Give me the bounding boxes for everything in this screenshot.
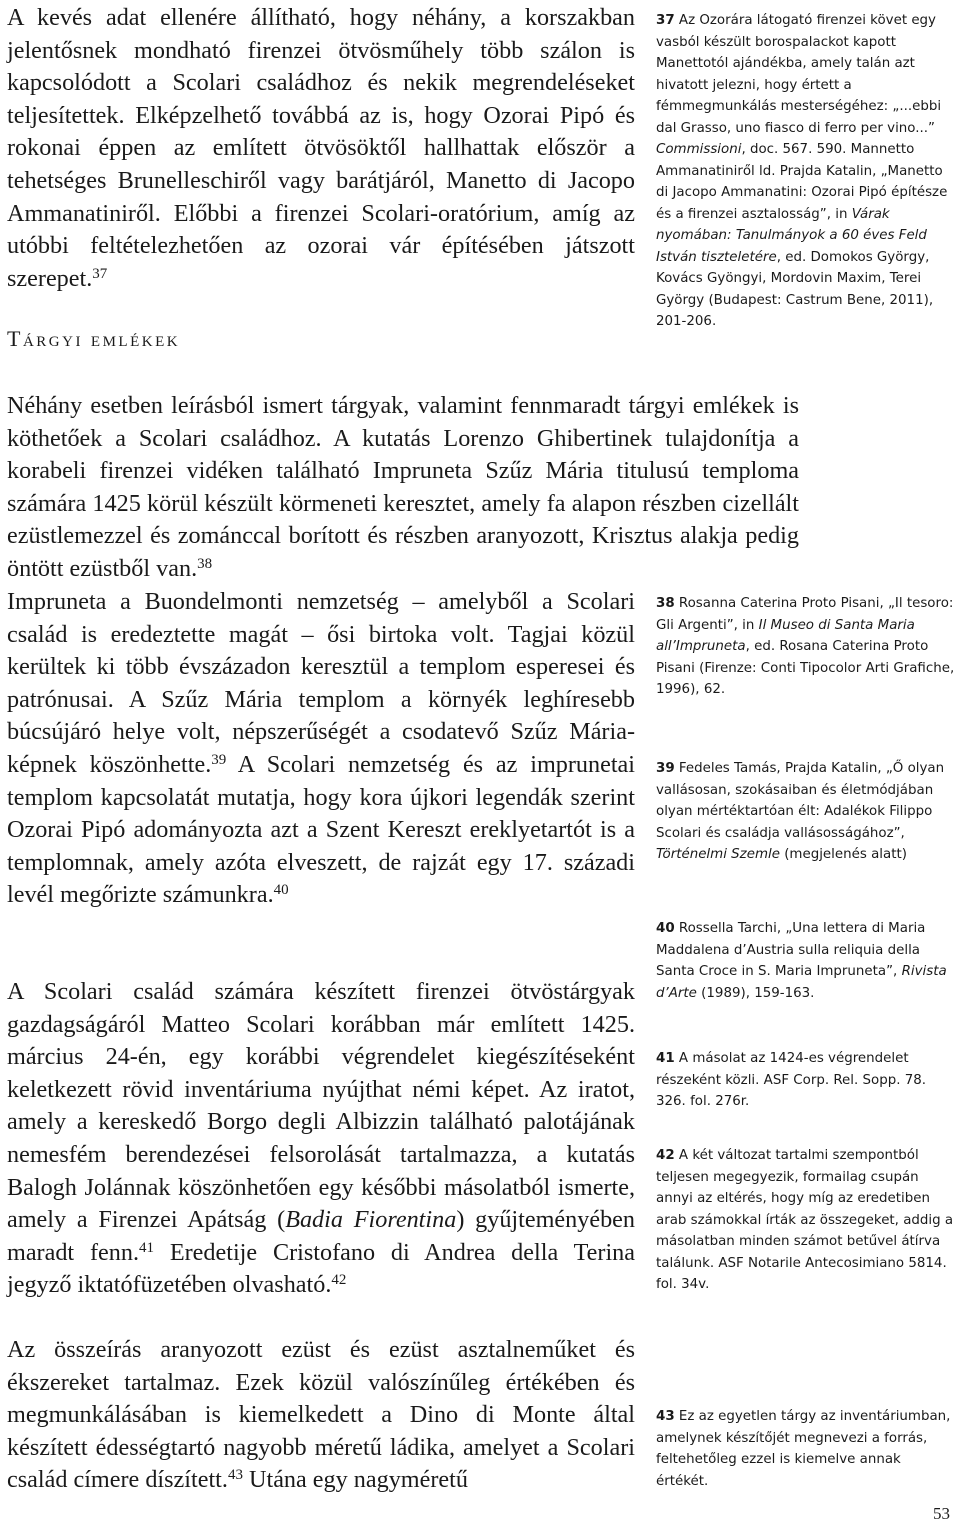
paragraph-text: Utána egy nagyméretű xyxy=(249,1466,468,1494)
paragraph-text: Eredetije Cristofano di Andrea della Terina jegyző iktatófüzetében olvasható. xyxy=(7,1238,635,1299)
footnote-ref-43[interactable]: 43 xyxy=(227,1467,243,1484)
note-text: Rosanna Caterina Proto Pisani, „Il tesoro: Gli Argenti”, in xyxy=(656,596,954,633)
footnote-ref-38[interactable]: 38 xyxy=(197,555,213,572)
note-text: (megjelenés alatt) xyxy=(779,847,907,862)
note-text: Rossella Tarchi, „Una lettera di Maria Maddalena d’Austria sulla reliquia della Santa Croce in S. Maria Impruneta”, xyxy=(656,921,926,979)
note-italic: Commissioni xyxy=(656,142,742,157)
sidenote-43 xyxy=(656,1406,956,1492)
note-number: 40 xyxy=(656,921,675,936)
footnote-ref-37[interactable]: 37 xyxy=(92,265,108,282)
note-text: (1989), 159-163. xyxy=(696,985,815,1001)
note-number: 39 xyxy=(656,761,675,776)
sidenote-37 xyxy=(656,10,956,333)
note-text: Ez az egyetlen tárgy az inventáriumban, amelynek készítőjét megnevezi a forrás, feltehetőleg ezzel is kiemelve annak értékét. xyxy=(656,1409,951,1489)
footnote-ref-40[interactable]: 40 xyxy=(273,882,289,899)
section-heading: Tárgyi emlékek xyxy=(7,326,181,351)
body-paragraph-3 xyxy=(7,976,635,1302)
note-italic: Il Museo di Santa Maria all’Impruneta xyxy=(656,617,915,654)
note-text: A két változat tartalmi szempontból teljesen megegyezik, formailag csupán annyi az eltérés, hogy míg az eredetiben arab számokkal írták az összegeket, addig a másolatban minden számot betűvel átírva találunk. ASF Notarile Antecosimiano 5814. fol. 34v. xyxy=(656,1148,954,1292)
paragraph-text: Az összeírás aranyozott ezüst és ezüst asztalneműket és ékszereket tartalmaz. Ezek közül valószínűleg értékében és megmunkálásában is kiemelkedett a Dino di Monte által készített édességtartó nagyobb méretű ládika, amelyet a Scolari család címere díszített. xyxy=(7,1336,635,1494)
note-italic: Történelmi Szemle xyxy=(656,847,780,862)
italic-title: Badia Fiorentina xyxy=(285,1206,457,1234)
footnote-ref-42[interactable]: 42 xyxy=(331,1272,347,1289)
sidenote-41 xyxy=(656,1048,956,1113)
note-italic: Rivista d’Arte xyxy=(656,964,947,1001)
paragraph-text: Impruneta a Buondelmonti nemzetség – amelyből a Scolari család is eredeztette magát – ősi birtoka volt. Tagjai közül kerültek ki több évszázadon keresztül a templom esperesei és patrónusai. A Szűz Mária templom a környék leghíresebb búcsújáró helye volt, népszerűségét a csodatevő Szűz Mária-képnek köszönhette. xyxy=(7,588,635,778)
note-number: 43 xyxy=(656,1409,675,1424)
note-number: 37 xyxy=(656,13,675,28)
body-paragraph-1 xyxy=(7,2,635,295)
paragraph-text: ) gyűjteményében maradt fenn. xyxy=(7,1206,635,1266)
page-number: 53 xyxy=(933,1504,950,1523)
paragraph-text: Néhány esetben leírásból ismert tárgyak, valamint fennmaradt tárgyi emlékek is köthetőek a Scolari családhoz. A kutatás Lorenzo Ghibertinek tulajdonítja a korabeli firenzei vidéken található Impruneta Szűz Mária titulusú temploma számára 1425 körül készült körmeneti keresztet, amely fa alapon részben cizellált ezüstlemezzel és zománccal borított és részben aranyozott, Krisztus alakja pedig öntött ezüstből van. xyxy=(7,392,799,582)
sidenote-39 xyxy=(656,758,956,866)
sidenote-40 xyxy=(656,918,956,1004)
note-number: 41 xyxy=(656,1051,675,1066)
note-text: , doc. 567. 590. Mannetto Ammanatiniről ld. Prajda Katalin, „Manetto di Jacopo Ammanatini: Ozorai Pipó építésze és a firenzei asztalosság”, in xyxy=(656,142,948,222)
footnote-ref-41[interactable]: 41 xyxy=(139,1239,154,1256)
note-text: A másolat az 1424-es végrendelet részeként közli. ASF Corp. Rel. Sopp. 78. 326. fol. 276r. xyxy=(656,1051,927,1109)
note-text: , ed. Rosana Caterina Proto Pisani (Firenze: Conti Tipocolor Arti Grafiche, 1996), 62. xyxy=(656,639,955,697)
note-text: Fedeles Tamás, Prajda Katalin, „Ő olyan vallásosan, szokásaiban és életmódjában olyan mértéktartóan élt: Adalékok Filippo Scolari és családja vallásosságához”, xyxy=(656,761,945,841)
paragraph-text: A Scolari nemzetség és az imprunetai templom kapcsolatát mutatja, hogy kora újkori legendák szerint Ozorai Pipó adományozta azt a Szent Kereszt ereklyetartót is a templomnak, amely azóta elveszett, de rajzát egy 17. századi levél megőrizte számunkra. xyxy=(7,750,636,909)
note-number: 42 xyxy=(656,1148,675,1163)
paragraph-text: A kevés adat ellenére állítható, hogy néhány, a korszakban jelentősnek mondható firenzei ötvösműhely több szálon is kapcsolódott a Scolari családhoz és nekik megrendeléseket teljesítettek. Elképzelhető továbbá az is, hogy Ozorai Pipó és rokonai éppen az említett ötvösöktől hallhattak először a tehetséges Brunelleschiről vagy barátjáról, Manetto di Jacopo Ammanatiniről. Előbbi a firenzei Scolari-oratórium, amíg az utóbbi feltételezhetően az ozorai vár építésében játszott szerepet. xyxy=(7,4,635,292)
note-text: Az Ozorára látogató firenzei követ egy vasból készült borospalackot kapott Manettotól ajándékba, amely talán azt hivatott jelezni, hogy értett a fémmegmunkálás mesterségéhez: „...ebbi dal Grasso, uno fiasco di ferro per vino...” xyxy=(656,13,942,136)
footnote-ref-39[interactable]: 39 xyxy=(211,751,227,768)
body-paragraph-2-bottom xyxy=(7,586,635,912)
sidenote-42 xyxy=(656,1145,956,1296)
note-text: , ed. Domokos György, Kovács Gyöngyi, Mordovin Maxim, Terei György (Budapest: Castrum Bene, 2011), 201-206. xyxy=(656,249,934,329)
body-paragraph-2-top xyxy=(7,390,799,586)
note-number: 38 xyxy=(656,596,675,611)
paragraph-text: A Scolari család számára készített firenzei ötvöstárgyak gazdagságáról Matteo Scolari korábban már említett 1425. március 24-én, egy korábbi végrendelet kiegészítéseként keletkezett rövid inventáriuma nyújthat némi képet. Az iratot, amely a kereskedő Borgo degli Albizzin található palotájának nemesfém berendezései felsorolását tartalmazza, a kutatás Balogh Jolánnak köszönhetően egy későbbi másolatból ismerte, amely a Firenzei Apátság ( xyxy=(7,978,635,1234)
note-italic: Várak nyomában: Tanulmányok a 60 éves Feld István tiszteletére xyxy=(656,206,927,265)
body-paragraph-4 xyxy=(7,1334,635,1497)
sidenote-38 xyxy=(656,593,956,701)
